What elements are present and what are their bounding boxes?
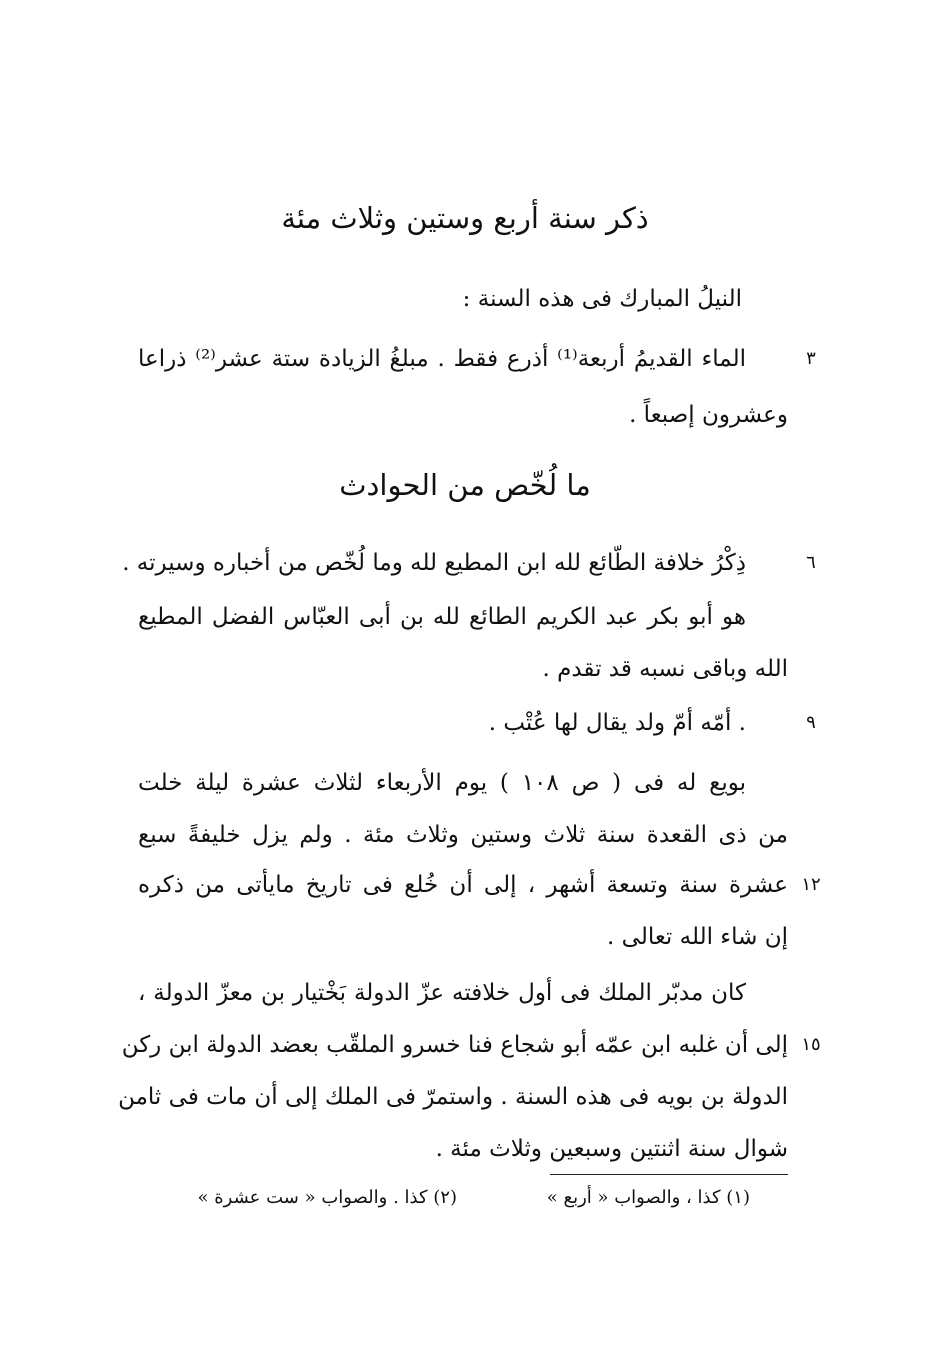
nile-intro: النيلُ المبارك فى هذه السنة : <box>462 286 742 312</box>
paragraph-5-line-3: الدولة بن بويه فى هذه السنة . واستمرّ فى الملك إلى أن مات فى ثامن <box>118 1084 788 1110</box>
line-number-9: ٩ <box>806 712 816 733</box>
footnote-2: (٢) كذا . والصواب « ست عشرة » <box>197 1187 457 1208</box>
paragraph-1-line-1: ذِكْرُ خلافة الطّائع لله ابن المطيع لله وما لُخّص من أخباره وسيرته . <box>122 550 746 576</box>
paragraph-4-line-1: بويع له فى ( ص ١٠٨ ) يوم الأربعاء لثلاث عشرة ليلة خلت <box>138 770 747 796</box>
line-number-12: ١٢ <box>801 874 821 895</box>
paragraph-4-line-2: من ذى القعدة سنة ثلاث وستين وثلاث مئة . ولم يزل خليفةً سبع <box>138 822 788 848</box>
events-heading: ما لُخّص من الحوادث <box>339 468 591 502</box>
line-number-3: ٣ <box>806 348 816 369</box>
paragraph-5-line-2: إلى أن غلبه ابن عمّه أبو شجاع فنا خسرو الملقّب بعضد الدولة ابن ركن <box>121 1032 788 1058</box>
line-number-15: ١٥ <box>801 1034 821 1055</box>
paragraph-5-line-4: شوال سنة اثنتين وسبعين وثلاث مئة . <box>435 1136 788 1162</box>
footnote-rule <box>550 1174 788 1175</box>
footnote-1: (١) كذا ، والصواب « أربع » <box>546 1187 750 1208</box>
nile-line-1: الماء القديمُ أربعة⁽¹⁾ أذرع فقط . مبلغُ الزيادة ستة عشر⁽²⁾ ذراعا <box>138 346 746 372</box>
section-heading: ذكر سنة أربع وستين وثلاث مئة <box>281 201 649 235</box>
paragraph-4-line-3: عشرة سنة وتسعة أشهر ، إلى أن خُلع فى تاريخ مايأتى من ذكره <box>138 872 788 898</box>
paragraph-3-line-1: . أمّه أمّ ولد يقال لها عُتْب . <box>488 710 746 736</box>
line-number-6: ٦ <box>806 552 816 573</box>
paragraph-2-line-2: الله وباقى نسبه قد تقدم . <box>542 656 788 682</box>
paragraph-5-line-1: كان مدبّر الملك فى أول خلافته عزّ الدولة بَخْتيار بن معزّ الدولة ، <box>138 980 746 1006</box>
nile-line-2: وعشرون إصبعاً . <box>629 402 788 428</box>
paragraph-2-line-1: هو أبو بكر عبد الكريم الطائع لله بن أبى العبّاس الفضل المطيع <box>138 604 746 630</box>
paragraph-4-line-4: إن شاء الله تعالى . <box>607 924 788 950</box>
